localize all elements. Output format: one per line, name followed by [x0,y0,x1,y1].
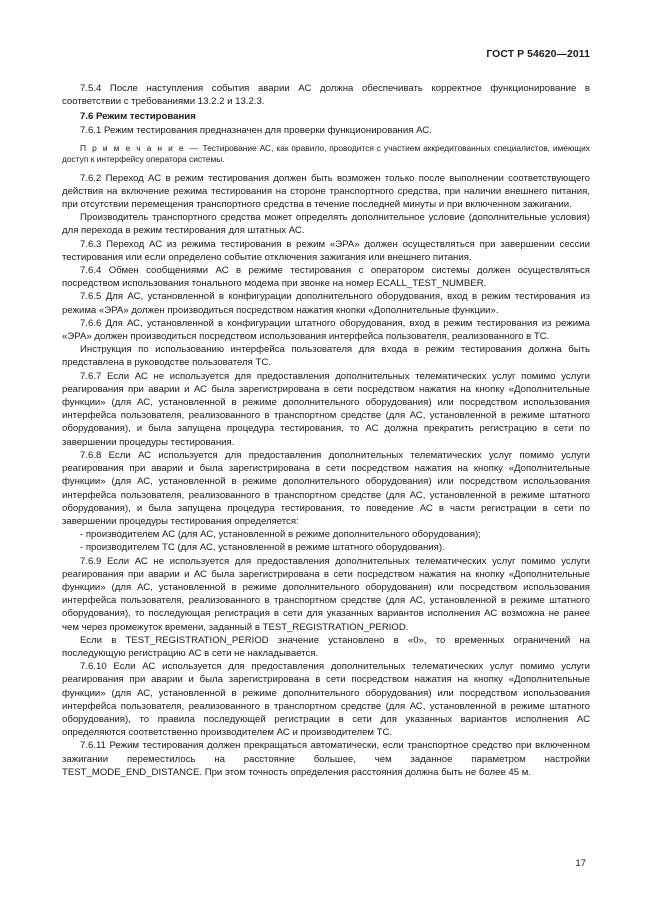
paragraph-7-6-1: 7.6.1 Режим тестирования предназначен для проверки функционирования АС. [80,124,432,136]
paragraph-7-6-8: 7.6.8 Если АС используется для предоставления дополнительных телематических услуг помимо услуги реагирования при аварии и была зарегистрирована в сети посредством нажатия на кнопку «Дополнительные функции» (для АС, установленной в режиме дополнительного оборудования) или посредством использования интерфейса пользователя, реализованного в транспортном средстве (для АС, установленной в режиме штатного оборудования), и была запущена процедура тестирования, то поведение АС в части регистрации в сети по завершении процедуры тестирования определяется: [62,449,590,527]
paragraph-7-6-11: 7.6.11 Режим тестирования должен прекращаться автоматически, если транспортное средство при включенном зажигании переместилось на расстояние большее, чем заданное параметром настройки TEST_MODE_END_DISTANCE. При этом точность определения расстояния должна быть не более 45 м. [62,740,590,778]
page-number: 17 [575,858,586,869]
paragraph-7-6-5: 7.6.5 Для АС, установленной в конфигурации дополнительного оборудования, вход в режим тестирования из режима «ЭРА» должен производиться посредством нажатия кнопки «Дополнительные функции». [62,291,590,316]
paragraph-7-5-4: 7.5.4 После наступления события аварии АС должна обеспечивать корректное функционирование в соответствии с требованиями 13.2.2 и 13.2.3. [62,83,590,108]
list-item-manufacturer-ts: - производителем ТС (для АС, установленной в режиме штатного оборудования). [80,542,445,554]
section-heading-7-6: 7.6 Режим тестирования [80,111,196,123]
document-body [62,82,590,779]
paragraph-7-6-2-continued: Производитель транспортного средства может определять дополнительное условие (дополнительные условия) для перехода в режим тестирования для штатных АС. [62,212,590,237]
paragraph-7-6-7: 7.6.7 Если АС не используется для предоставления дополнительных телематических услуг помимо услуги реагирования при аварии и АС была зарегистрирована в сети посредством нажатия на кнопку «Дополнительные функции» (для АС, установленной в режиме дополнительного оборудования) или посредством использования интерфейса пользователя, реализованного в транспортном средстве (для АС, установленной в режиме штатного оборудования), и была запущена процедура тестирования, то АС должна прекратить регистрацию в сети по завершении процедуры тестирования. [62,370,590,448]
paragraph-7-6-9-continued: Если в TEST_REGISTRATION_PERIOD значение установлено в «0», то временных ограничений на последующую регистрацию АС в сети не накладывается. [62,634,590,659]
document-code-header: ГОСТ Р 54620—2011 [486,49,590,60]
paragraph-7-6-10: 7.6.10 Если АС используется для предоставления дополнительных телематических услуг помимо услуги реагирования при аварии и была зарегистрирована в сети посредством нажатия на кнопку «Дополнительные функции» (для АС, установленной в режиме дополнительного оборудования) или посредством использования интерфейса пользователя, реализованного в транспортном средстве (для АС, установленной в режиме штатного оборудования), то правила последующей регистрации в сети для указанных вариантов исполнения АС определяются соответственно производителем АС и производителем ТС. [62,661,590,739]
paragraph-7-6-4: 7.6.4 Обмен сообщениями АС в режиме тестирования с оператором системы должен осуществляться посредством использования тонального модема при звонке на номер ECALL_TEST_NUMBER. [62,265,590,290]
paragraph-7-6-9: 7.6.9 Если АС не используется для предоставления дополнительных телематических услуг помимо услуги реагирования при аварии и АС была зарегистрирована в сети посредством нажатия на кнопку «Дополнительные функции» (для АС, установленной в режиме дополнительного оборудования) или посредством использования интерфейса пользователя, реализованного в транспортном средстве (для АС, установленной в режиме штатного оборудования), то последующая регистрация в сети для указанных вариантов исполнения АС возможна не ранее чем через промежуток времени, заданный в TEST_REGISTRATION_PERIOD. [62,555,590,633]
paragraph-7-6-6-continued: Инструкция по использованию интерфейса пользователя для входа в режим тестирования должна быть представлена в руководстве пользователя ТС. [62,344,590,369]
paragraph-7-6-3: 7.6.3 Переход АС из режима тестирования в режим «ЭРА» должен осуществляться при завершении сессии тестирования или если определено событие отключения зажигания или внешнего питания. [62,238,590,263]
note-paragraph [62,143,590,166]
paragraph-7-6-2: 7.6.2 Переход АС в режим тестирования должен быть возможен только после выполнении соответствующего действия на включение режима тестирования на стороне транспортного средства, при наличии внешнего питания, при отсутствии перемещения транспортного средства в течение последней минуты и при включенном зажигании. [62,172,590,211]
note-label: П р и м е ч а н и е — [80,142,200,153]
note-text: Тестирование АС, как правило, проводится с участием аккредитованных специалистов, имеющих доступ к интерфейсу оператора системы. [62,142,590,165]
paragraph-7-6-6: 7.6.6 Для АС, установленной в конфигурации штатного оборудования, вход в режим тестирования из режима «ЭРА» должен производиться посредством использования интерфейса пользователя, реализованного в ТС. [62,317,590,343]
list-item-manufacturer-as: - производителем АС (для АС, установленной в режиме дополнительного оборудования); [80,529,481,541]
